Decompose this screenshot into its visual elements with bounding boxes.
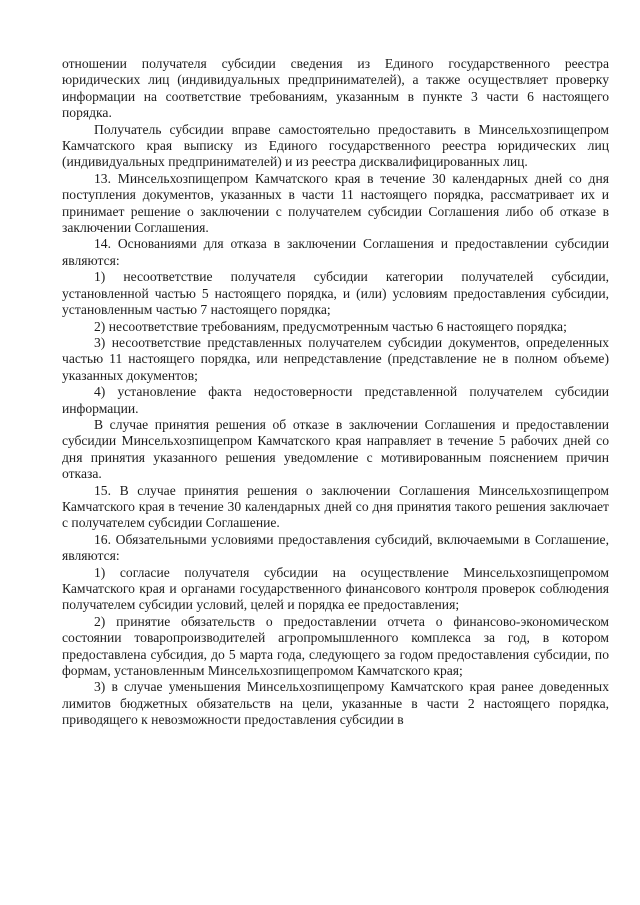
clause-14-item-4: 4) установление факта недостоверности представленной получателем субсидии информации.: [62, 384, 609, 416]
paragraph-self-submission: Получатель субсидии вправе самостоятельно предоставить в Минсельхозпищепром Камчатского края выписку из Единого государственного реестра юридических лиц (индивидуальных предпринимателей) и из реестра дисквалифицированных лиц.: [62, 121, 609, 170]
paragraph-refusal-notice: В случае принятия решения об отказе в заключении Соглашения и предоставлении субсидии Минсельхозпищепром Камчатского края направляет в течение 5 рабочих дней со дня принятия указанного решения уведомление с мотивированным пояснением причин отказа.: [62, 416, 609, 482]
clause-16: 16. Обязательными условиями предоставления субсидий, включаемыми в Соглашение, являются:: [62, 531, 609, 564]
clause-13: 13. Минсельхозпищепром Камчатского края в течение 30 календарных дней со дня поступления документов, указанных в части 11 настоящего порядка, рассматривает их и принимает решение о заключении с получателем субсидии Соглашения либо об отказе в заключении Соглашения.: [62, 170, 609, 236]
clause-15: 15. В случае принятия решения о заключении Соглашения Минсельхозпищепром Камчатского края в течение 30 календарных дней со дня принятия такого решения заключает с получателем субсидии Соглашение.: [62, 482, 609, 531]
document-page: [62, 56, 609, 729]
clause-16-item-2: 2) принятие обязательств о предоставлении отчета о финансово-экономическом состоянии товаропроизводителей агропромышленного комплекса за год, в котором предоставлена субсидия, до 5 марта года, следующего за годом предоставления субсидии, по формам, установленным Минсельхозпищепромом Камчатского края;: [62, 613, 609, 679]
clause-16-item-3: 3) в случае уменьшения Минсельхозпищепрому Камчатского края ранее доведенных лимитов бюджетных обязательств на цели, указанные в части 2 настоящего порядка, приводящего к невозможности предоставления субсидии в: [62, 679, 609, 728]
paragraph-continuation: отношении получателя субсидии сведения из Единого государственного реестра юридических лиц (индивидуальных предпринимателей), а также осуществляет проверку информации на соответствие требованиям, указанным в пункте 3 части 6 настоящего порядка.: [62, 56, 609, 121]
clause-14-item-3: 3) несоответствие представленных получателем субсидии документов, определенных частью 11 настоящего порядка, или непредставление (представление не в полном объеме) указанных документов;: [62, 334, 609, 383]
clause-14: 14. Основаниями для отказа в заключении Соглашения и предоставлении субсидии являются:: [62, 236, 609, 268]
clause-14-item-1: 1) несоответствие получателя субсидии категории получателей субсидии, установленной частью 5 настоящего порядка, и (или) условиям предоставления субсидии, установленным частью 7 настоящего порядка;: [62, 269, 609, 318]
clause-16-item-1: 1) согласие получателя субсидии на осуществление Минсельхозпищепромом Камчатского края и органами государственного финансового контроля проверок соблюдения получателем субсидии условий, целей и порядка ее предоставления;: [62, 564, 609, 613]
clause-14-item-2: 2) несоответствие требованиям, предусмотренным частью 6 настоящего порядка;: [94, 318, 567, 334]
